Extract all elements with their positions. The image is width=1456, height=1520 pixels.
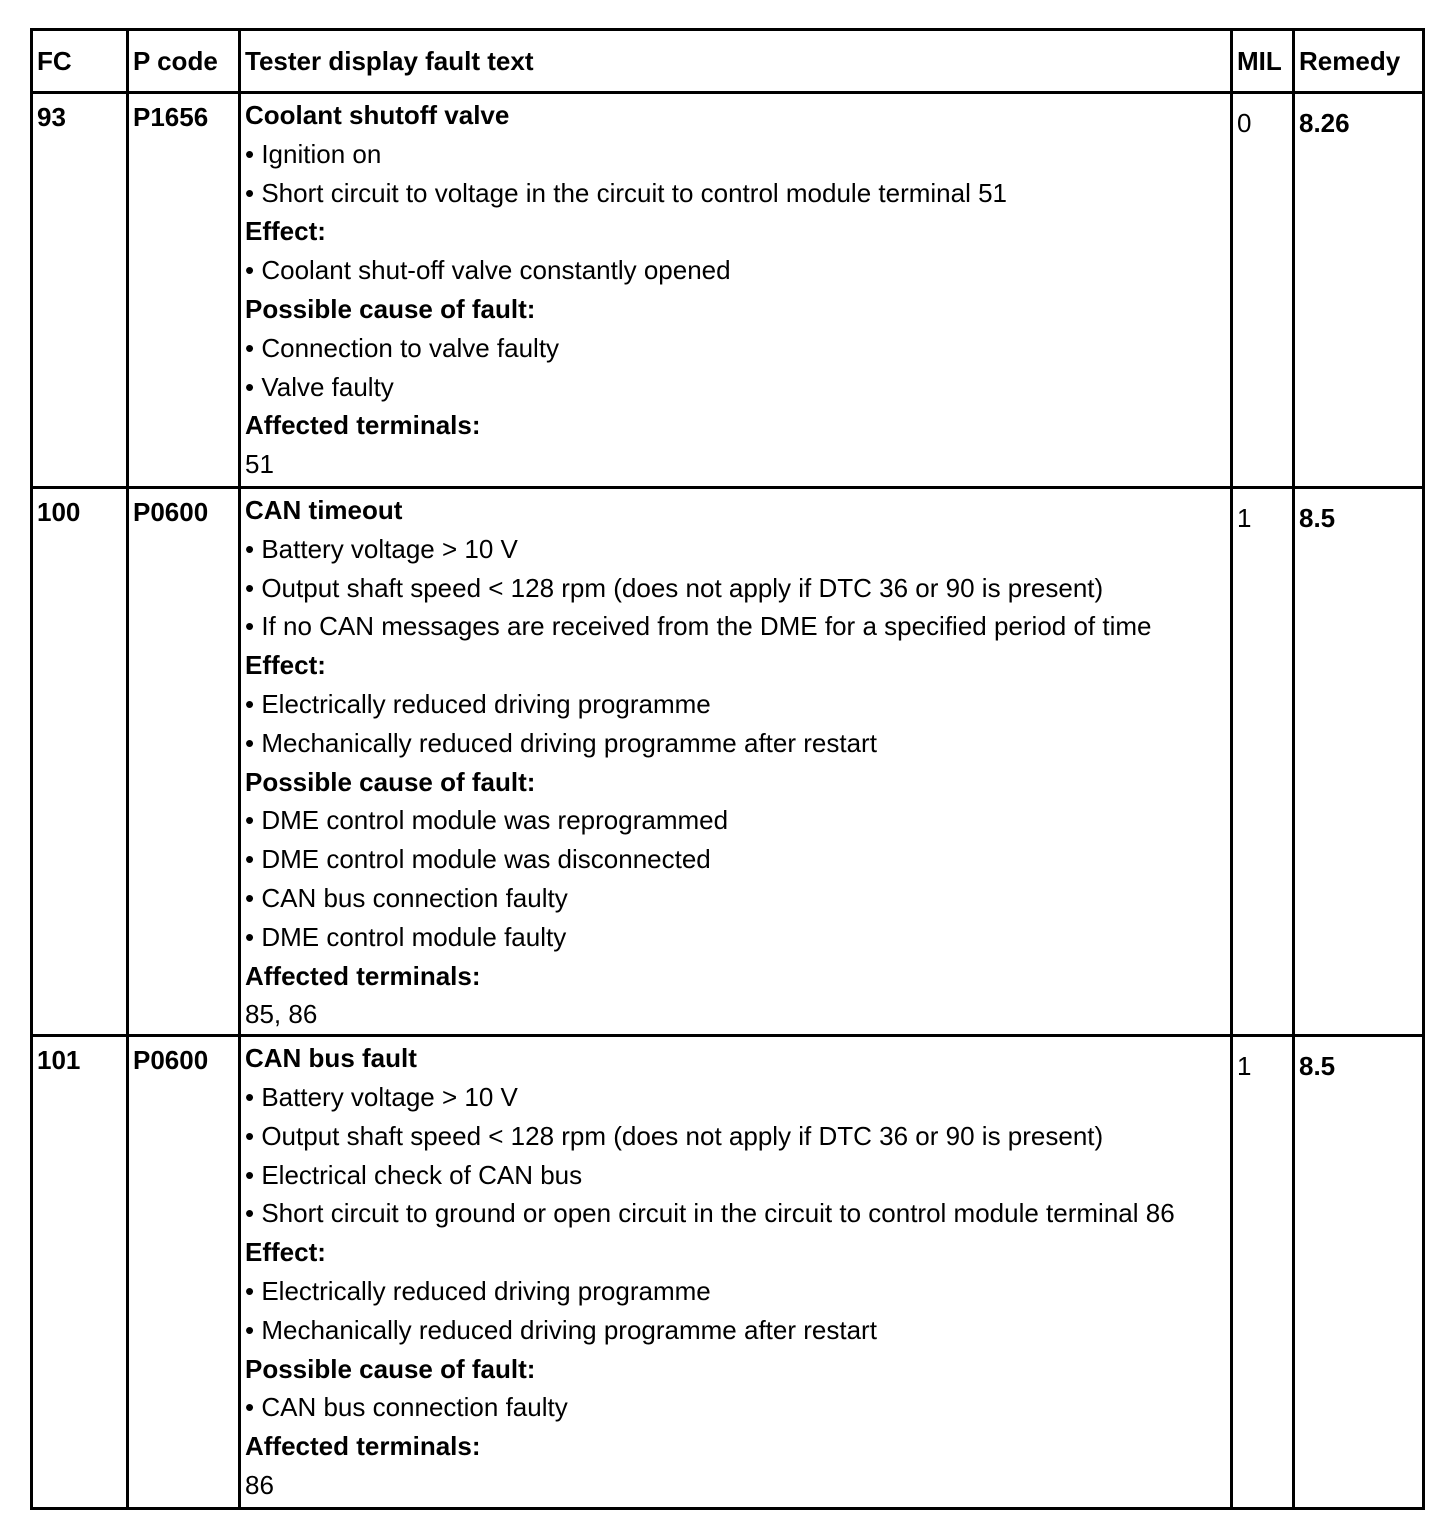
fc-cell: 100	[32, 488, 128, 1036]
remedy-cell: 8.5	[1294, 1036, 1424, 1509]
condition-item: • Output shaft speed < 128 rpm (does not apply if DTC 36 or 90 is present)	[245, 569, 1226, 608]
terminals-value: 86	[245, 1469, 274, 1500]
cause-item: • DME control module was reprogrammed	[245, 801, 1226, 840]
header-remedy: Remedy	[1294, 30, 1424, 93]
mil-cell: 0	[1232, 93, 1294, 488]
condition-item: • Battery voltage > 10 V	[245, 530, 1226, 569]
effect-item: • Electrically reduced driving programme	[245, 685, 1226, 724]
fc-cell: 101	[32, 1036, 128, 1509]
terminals-value: 51	[245, 449, 274, 480]
fault-code-table	[30, 28, 1425, 1510]
terminals-heading: Affected terminals:	[245, 410, 481, 441]
fault-title: Coolant shutoff valve	[245, 100, 510, 130]
fault-text-cell	[240, 488, 1232, 1036]
remedy-cell: 8.26	[1294, 93, 1424, 488]
terminals-heading: Affected terminals:	[245, 960, 481, 991]
effect-item: • Electrically reduced driving programme	[245, 1272, 1226, 1311]
header-row	[32, 30, 1424, 93]
fault-title: CAN bus fault	[245, 1043, 417, 1074]
condition-item: • Short circuit to voltage in the circuit to control module terminal 51	[245, 174, 1226, 213]
condition-item: • Ignition on	[245, 135, 1226, 174]
terminals-value: 85, 86	[245, 999, 318, 1030]
fault-text-cell	[240, 1036, 1232, 1509]
condition-item: • Electrical check of CAN bus	[245, 1156, 1226, 1195]
effect-heading: Effect:	[245, 1237, 326, 1268]
effect-heading: Effect:	[245, 650, 326, 681]
header-fault-text: Tester display fault text	[240, 30, 1232, 93]
effect-item: • Mechanically reduced driving programme after restart	[245, 1311, 1226, 1350]
cause-item: • CAN bus connection faulty	[245, 879, 1226, 918]
cause-heading: Possible cause of fault:	[245, 1353, 536, 1384]
condition-item: • Output shaft speed < 128 rpm (does not apply if DTC 36 or 90 is present)	[245, 1117, 1226, 1156]
mil-cell: 1	[1232, 488, 1294, 1036]
effect-item: • Mechanically reduced driving programme after restart	[245, 724, 1226, 763]
condition-item: • If no CAN messages are received from the DME for a specified period of time	[245, 607, 1226, 646]
effect-heading: Effect:	[245, 216, 326, 247]
condition-item: • Battery voltage > 10 V	[245, 1078, 1226, 1117]
remedy-cell: 8.5	[1294, 488, 1424, 1036]
cause-item: • CAN bus connection faulty	[245, 1388, 1226, 1427]
table-row	[32, 488, 1424, 1036]
header-fc: FC	[32, 30, 128, 93]
table-row	[32, 93, 1424, 488]
effect-item: • Coolant shut-off valve constantly opened	[245, 251, 1226, 290]
pcode-cell: P0600	[128, 488, 240, 1036]
header-mil: MIL	[1232, 30, 1294, 93]
header-pcode: P code	[128, 30, 240, 93]
mil-cell: 1	[1232, 1036, 1294, 1509]
cause-heading: Possible cause of fault:	[245, 293, 536, 324]
cause-heading: Possible cause of fault:	[245, 766, 536, 797]
pcode-cell: P0600	[128, 1036, 240, 1509]
table-row	[32, 1036, 1424, 1509]
cause-item: • DME control module was disconnected	[245, 840, 1226, 879]
fc-cell: 93	[32, 93, 128, 488]
cause-item: • Valve faulty	[245, 368, 1226, 407]
terminals-heading: Affected terminals:	[245, 1431, 481, 1462]
fault-title: CAN timeout	[245, 495, 403, 525]
cause-item: • Connection to valve faulty	[245, 329, 1226, 368]
fault-text-cell	[240, 93, 1232, 488]
pcode-cell: P1656	[128, 93, 240, 488]
cause-item: • DME control module faulty	[245, 918, 1226, 957]
condition-item: • Short circuit to ground or open circuit in the circuit to control module terminal 86	[245, 1194, 1226, 1233]
